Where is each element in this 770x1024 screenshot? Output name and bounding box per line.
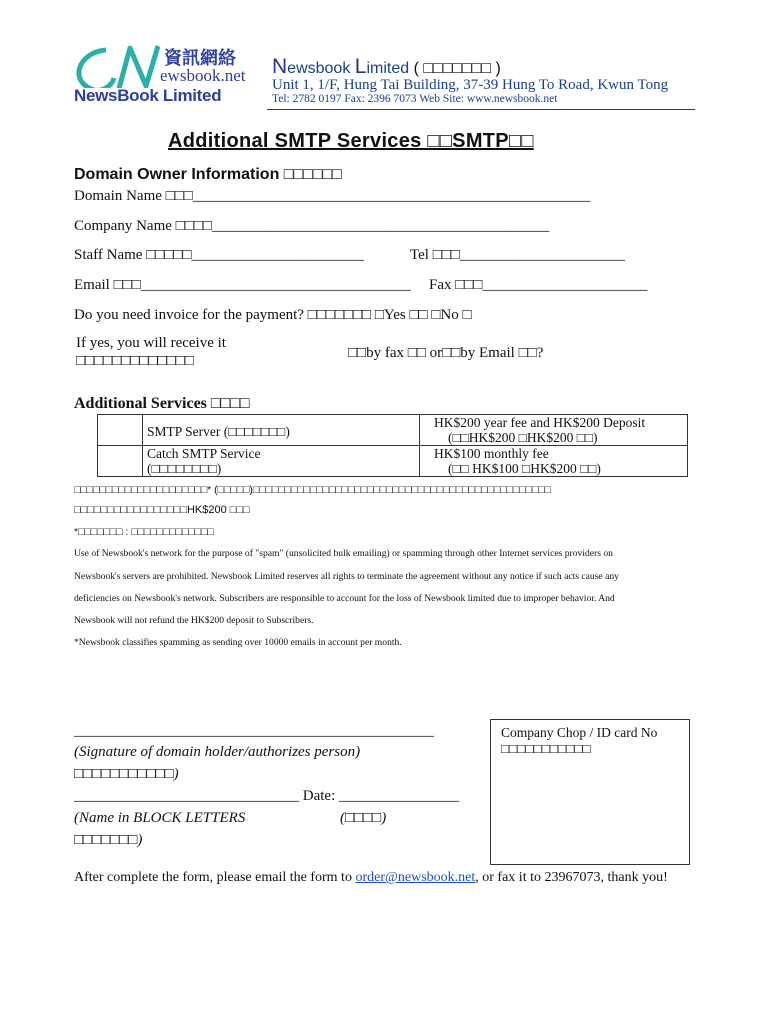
block-letters-caption-cn: □□□□□□□): [74, 832, 143, 848]
service-price: HK$200 year fee and HK$200 Deposit (□□HK$200 □HK$200 □□): [420, 415, 688, 446]
company-name: Newsbook Limited ( □□□□□□□ ): [272, 55, 501, 78]
table-row: [98, 446, 688, 477]
signature-caption-cn: □□□□□□□□□□□): [74, 766, 179, 782]
signature-line[interactable]: ________________________________________________: [74, 723, 434, 739]
table-row: [98, 415, 688, 446]
block-letters-cn: (□□□□): [340, 810, 387, 826]
logo-chinese-text: 資訊網絡: [164, 48, 236, 68]
logo-domain-text: ewsbook.net: [160, 66, 246, 85]
invoice-question[interactable]: Do you need invoice for the payment? □□□□□□□ □Yes □□ □No □: [74, 307, 472, 323]
services-heading: Additional Services □□□□: [74, 395, 250, 412]
company-logo: [72, 42, 268, 108]
company-address: Unit 1, 1/F, Hung Tai Building, 37-39 Hung To Road, Kwun Tong: [272, 77, 669, 93]
name-date-line[interactable]: ______________________________ Date: ________________: [74, 788, 459, 804]
terms-en-4: Newsbook will not refund the HK$200 deposit to Subscribers.: [74, 615, 314, 626]
terms-en-5: *Newsbook classifies spamming as sending over 10000 emails in account per month.: [74, 637, 402, 648]
header-divider: [267, 109, 695, 110]
receive-method-options[interactable]: □□by fax □□ or□□by Email □□?: [348, 345, 544, 361]
service-name: Catch SMTP Service (□□□□□□□□): [143, 446, 420, 477]
terms-en-3: deficiencies on Newsbook's network. Subscribers are responsible to account for the loss of Newsbook limited due to improper behavior. And: [74, 593, 615, 604]
company-contact: Tel: 2782 0197 Fax: 2396 7073 Web Site: www.newsbook.net: [272, 93, 558, 105]
terms-cn-2: □□□□□□□□□□□□□□□□□HK$200 □□□: [74, 504, 250, 516]
owner-heading: Domain Owner Information □□□□□□: [74, 166, 342, 183]
terms-en-1: Use of Newsbook's network for the purpose of "spam" (unsolicited bulk emailing) or spamming through other Internet services providers on: [74, 548, 613, 559]
signature-caption: (Signature of domain holder/authorizes person): [74, 744, 361, 760]
receive-text-cn: □□□□□□□□□□□□□: [76, 353, 194, 369]
company-name-field[interactable]: Company Name □□□□_____________________________________________: [74, 218, 550, 234]
tel-field[interactable]: Tel □□□______________________: [410, 247, 625, 263]
domain-name-field[interactable]: Domain Name □□□_____________________________________________________: [74, 188, 591, 204]
chop-label: Company Chop / ID card No: [501, 725, 658, 740]
chop-label-cn: □□□□□□□□□□□: [501, 741, 591, 756]
page-title: Additional SMTP Services □□SMTP□□: [168, 130, 534, 152]
receive-text: If yes, you will receive it: [76, 335, 226, 351]
services-table: [97, 414, 688, 477]
service-name: SMTP Server (□□□□□□□): [143, 415, 420, 446]
fax-field[interactable]: Fax □□□______________________: [429, 277, 648, 293]
footer-note: After complete the form, please email the form to order@newsbook.net, or fax it to 23967073, thank you!: [74, 870, 668, 885]
terms-cn-3: *□□□□□□□ : □□□□□□□□□□□□□: [74, 526, 214, 538]
staff-name-field[interactable]: Staff Name □□□□□_______________________: [74, 247, 365, 263]
terms-cn-1: □□□□□□□□□□□□□□□□□□□□□* (□□□□□)□□□□□□□□□□□□□□□□□□□□□□□□□□□□□□□□□□□□□□□□□□□□□□□: [74, 484, 551, 496]
order-email-link[interactable]: order@newsbook.net: [355, 870, 476, 885]
logo-name-text: NewsBook Limited: [74, 86, 222, 105]
block-letters-caption: (Name in BLOCK LETTERS: [74, 810, 246, 826]
terms-en-2: Newsbook's servers are prohibited. Newsbook Limited reserves all rights to terminate the agreement without any notice if such acts cause any: [74, 571, 619, 582]
email-field[interactable]: Email □□□____________________________________: [74, 277, 411, 293]
company-chop-box[interactable]: [490, 719, 690, 865]
service-price: HK$100 monthly fee (□□ HK$100 □HK$200 □□): [420, 446, 688, 477]
